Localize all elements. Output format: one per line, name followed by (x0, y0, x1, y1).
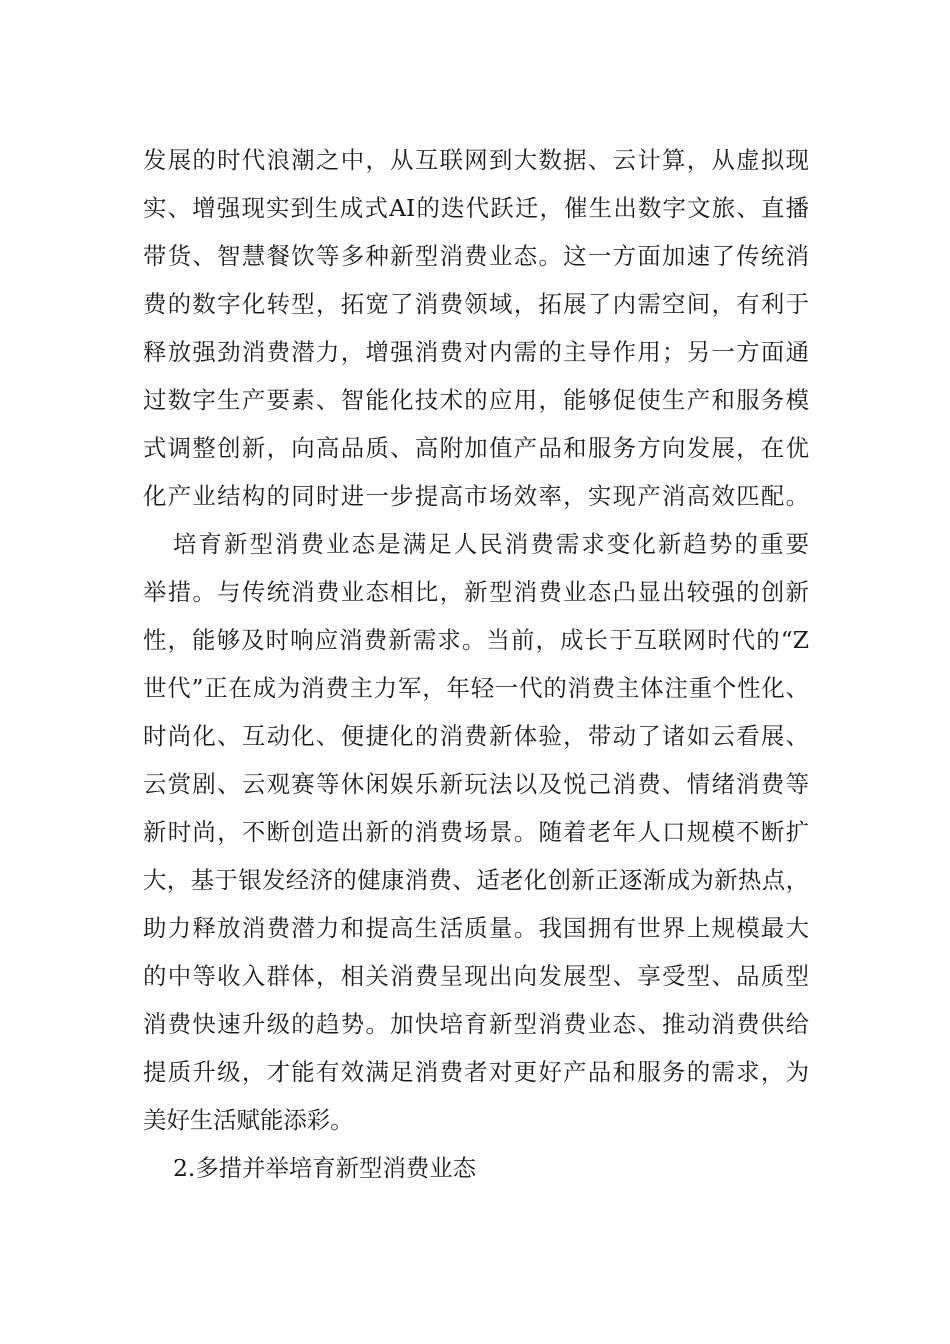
paragraph-line: 化产业结构的同时进一步提高市场效率，实现产消高效匹配。 (143, 482, 809, 510)
paragraph-line: 提质升级，才能有效满足消费者对更好产品和服务的需求，为 (143, 1058, 809, 1086)
paragraph-line: 美好生活赋能添彩。 (143, 1106, 354, 1134)
paragraph-line: 的中等收入群体，相关消费呈现出向发展型、享受型、品质型 (143, 962, 809, 990)
paragraph-line: 新时尚，不断创造出新的消费场景。随着老年人口规模不断扩 (143, 818, 809, 846)
paragraph-line: 时尚化、互动化、便捷化的消费新体验，带动了诸如云看展、 (143, 722, 809, 750)
paragraph-line: 带货、智慧餐饮等多种新型消费业态。这一方面加速了传统消 (143, 242, 809, 270)
paragraph-line: 世代”正在成为消费主力军，年轻一代的消费主体注重个性化、 (143, 674, 809, 702)
paragraph-line: 助力释放消费潜力和提高生活质量。我国拥有世界上规模最大 (143, 914, 809, 942)
paragraph-line: 实、增强现实到生成式AI的迭代跃迁，催生出数字文旅、直播 (143, 194, 809, 222)
paragraph-line: 费的数字化转型，拓宽了消费领域，拓展了内需空间，有利于 (143, 290, 809, 318)
paragraph-line: 培育新型消费业态是满足人民消费需求变化新趋势的重要 (173, 530, 809, 558)
paragraph-line: 举措。与传统消费业态相比，新型消费业态凸显出较强的创新 (143, 578, 809, 606)
paragraph-line: 式调整创新，向高品质、高附加值产品和服务方向发展，在优 (143, 434, 809, 462)
paragraph-line: 性，能够及时响应消费新需求。当前，成长于互联网时代的“Z (143, 626, 809, 654)
paragraph-line: 发展的时代浪潮之中，从互联网到大数据、云计算，从虚拟现 (143, 146, 809, 174)
section-heading: 2.多措并举培育新型消费业态 (173, 1154, 477, 1182)
paragraph-line: 过数字生产要素、智能化技术的应用，能够促使生产和服务模 (143, 386, 809, 414)
paragraph-line: 释放强劲消费潜力，增强消费对内需的主导作用；另一方面通 (143, 338, 809, 366)
paragraph-line: 消费快速升级的趋势。加快培育新型消费业态、推动消费供给 (143, 1010, 809, 1038)
paragraph-line: 云赏剧、云观赛等休闲娱乐新玩法以及悦己消费、情绪消费等 (143, 770, 809, 798)
paragraph-line: 大，基于银发经济的健康消费、适老化创新正逐渐成为新热点， (143, 866, 809, 894)
